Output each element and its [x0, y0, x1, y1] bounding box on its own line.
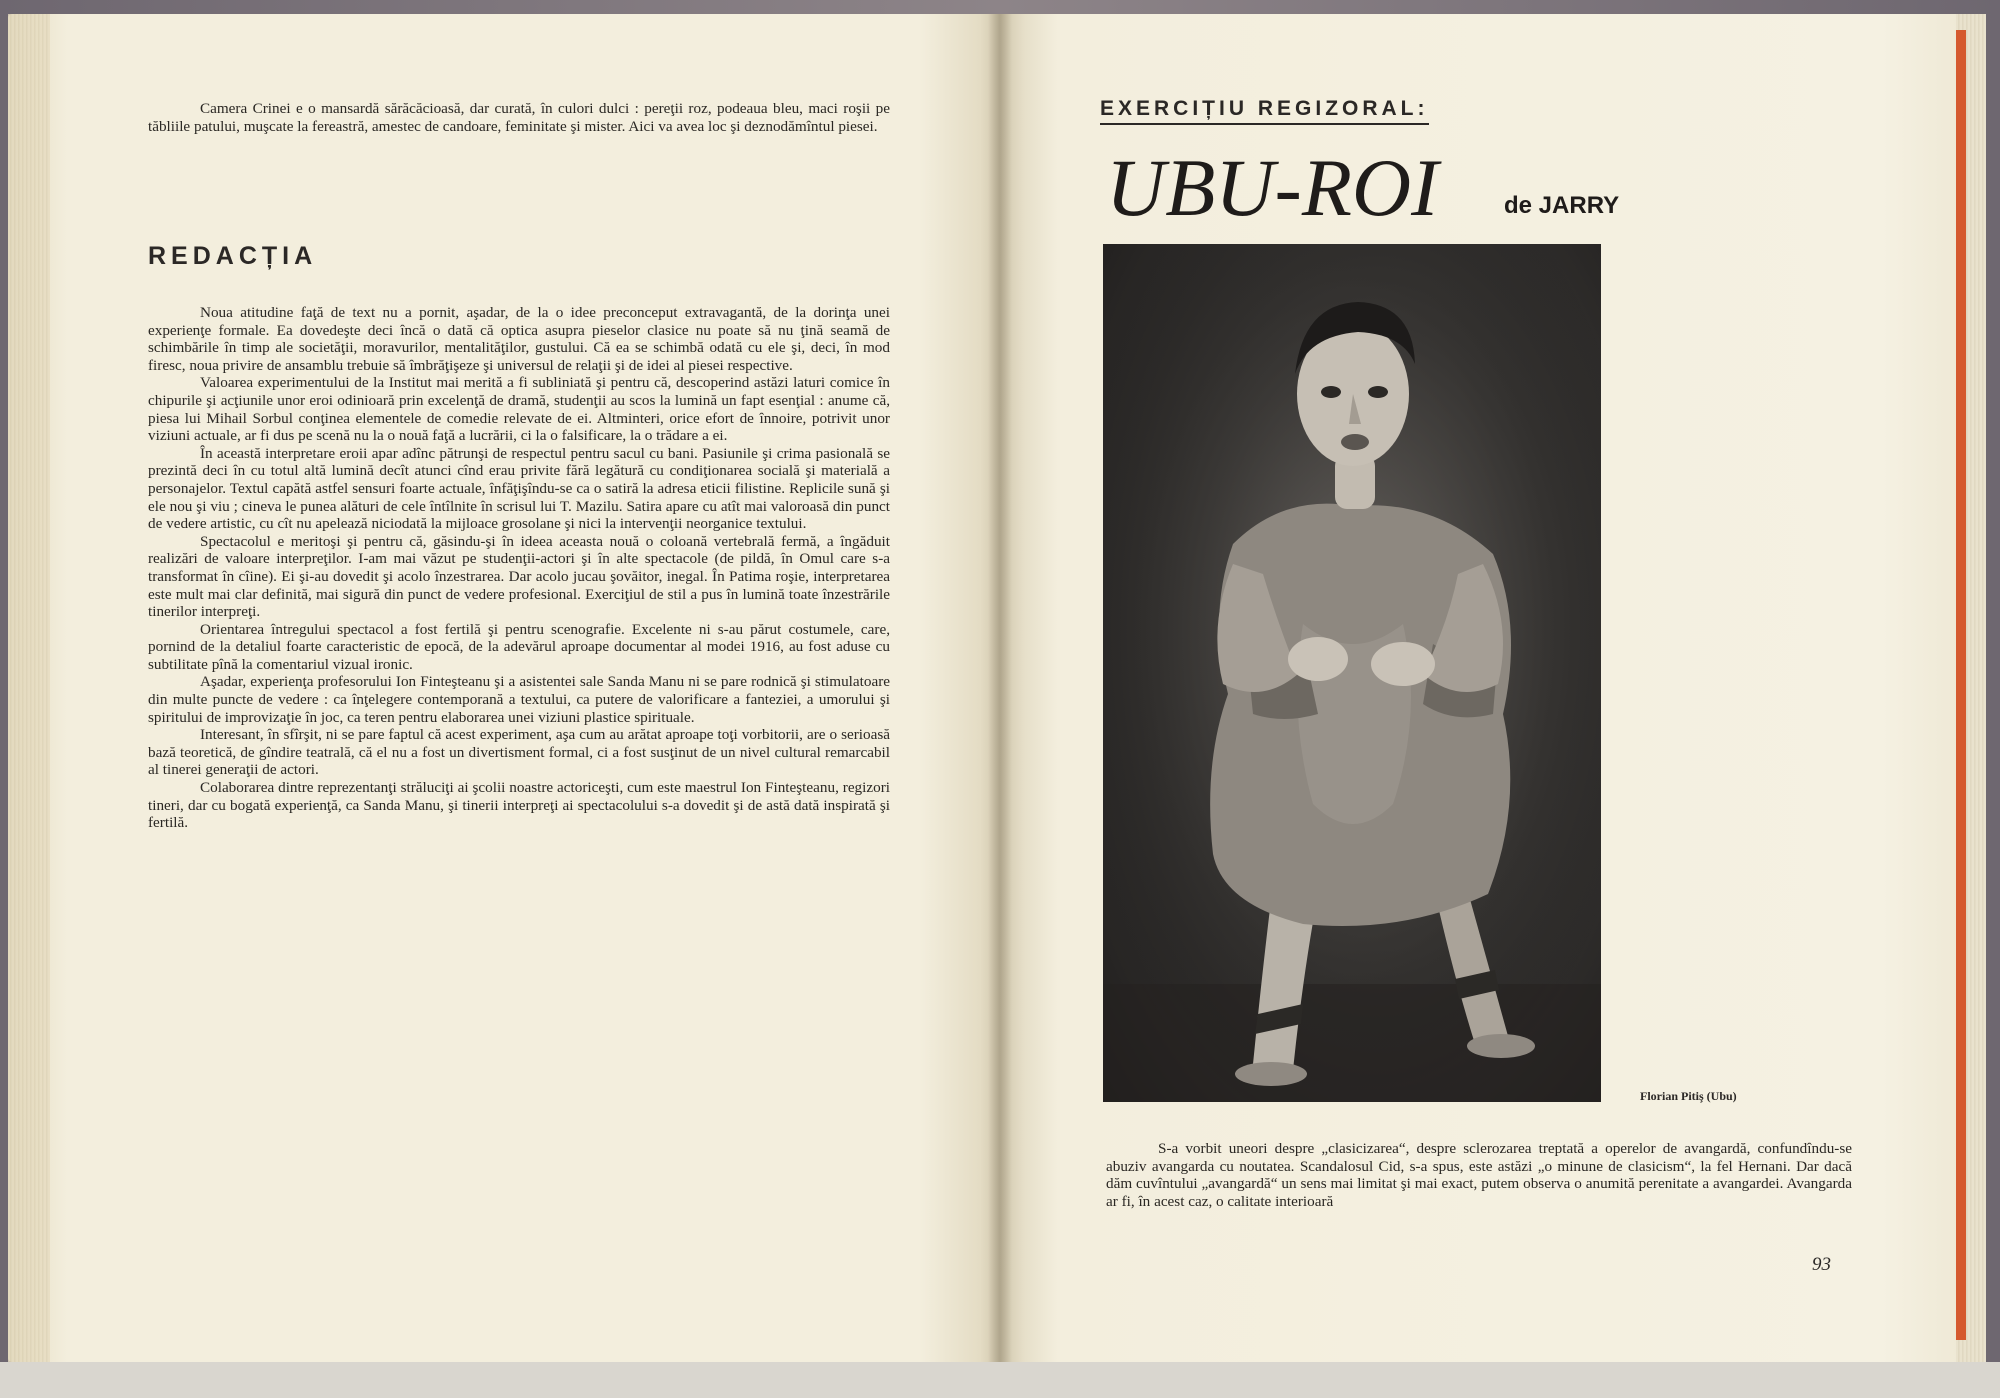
photo-caption: Florian Pitiş (Ubu) [1640, 1089, 1737, 1103]
body-paragraph: Noua atitudine faţă de text nu a pornit, aşadar, de la o idee preconceput extravagantă, de la dorinţa unei experienţe formale. Ea dovedeşte deci încă o dată că optica asupra pieselor clasice nu poate să nu ţină seamă de schimbările în timp ale societăţii, moravurilor, mentalităţilor, gustului. Că ea se schimbă odată cu ele şi, deci, în mod firesc, noua privire de ansamblu trebuie să îmbrăţişeze şi universul de relaţii şi de idei al piesei respective. [148, 304, 890, 374]
table-surface [0, 1362, 2000, 1398]
body-paragraph: Colaborarea dintre reprezentanţi străluciţi ai şcolii noastre actoriceşti, cum este maestrul Ion Finteşteanu, regizori tineri, dar cu bogată experienţă, ca Sanda Manu, şi tinerii interpreţi ai spectacolului s-a dovedit şi de astă dată inspirată şi fertilă. [148, 779, 890, 832]
left-body-text [148, 304, 890, 832]
page-number: 93 [1812, 1254, 1831, 1275]
intro-paragraph-text: Camera Crinei e o mansardă sărăcăcioasă, dar curată, în culori dulci : pereţii roz, podeaua bleu, maci roşii pe tăbliile patului, muşcate la fereastră, amestec de candoare, feminitate şi mister. Aici va avea loc şi deznodămîntul piesei. [148, 100, 890, 135]
book-gutter [988, 14, 1012, 1362]
actor-photo [1103, 244, 1601, 1102]
article-title: UBU-ROI [1106, 142, 1439, 233]
right-body-text [1106, 1140, 1852, 1210]
body-paragraph: Spectacolul e meritoşi şi pentru că, găsindu-şi în ideea aceasta nouă o coloană vertebrală fermă, a îngăduit realizări de valoare interpreţilor. I-am mai văzut pe studenţii-actori şi în alte spectacole (de pildă, în Omul care s-a transformat în cîine). Ei şi-au dovedit şi acolo înzestrarea. Dar acolo jucau şovăitor, inegal. În Patima roşie, interpretarea este mult mai clar definită, mai sigură din punct de vedere profesional. Exerciţiul de stil a pus în lumină toate înzestrările tinerilor interpreţi. [148, 532, 890, 621]
body-paragraph: S-a vorbit uneori despre „clasicizarea“, despre sclerozarea treptată a operelor de avangardă, confundîndu-se abuziv avangarda cu noutatea. Scandalosul Cid, s-a spus, este astăzi „o minune de clasicism“, la fel Hernani. Dar dacă dăm cuvîntului „avangardă“ un sens mai limitat şi mai exact, putem observa o anumită perenitate a avangardei. Avangarda ar fi, în acest caz, o calitate interioară [1106, 1140, 1852, 1210]
body-paragraph: În această interpretare eroii apar adînc pătrunşi de respectul pentru sacul cu bani. Pasiunile şi crima pasională se prezintă deci în cu totul altă lumină decît atunci cînd erau privite fără legătură cu condiţionarea socială şi materială a personajelor. Textul capătă astfel sensuri foarte actuale, înfăţişîndu-se ca o satiră la adresa eticii filistine. Replicile sună şi ele nou şi viu ; cineva le punea alături de cele întîlnite în scrisul lui T. Mazilu. Satira apare cu atît mai valoroasă din punct de vedere artistic, cu cît nu apelează niciodată la mijloace grosolane şi nici la intervenţii neorganice textului. [148, 444, 890, 533]
article-author: de JARRY [1504, 192, 1620, 219]
section-heading: REDACȚIA [148, 242, 318, 270]
body-paragraph: Aşadar, experienţa profesorului Ion Finteşteanu şi a asistentei sale Sanda Manu ni se pare rodnică şi stimulatoare din multe puncte de vedere : ca înţelegere contemporană a textului, ca putere de valorificare a fanteziei, a umorului şi spiritului de improvizaţie în joc, ca teren pentru elaborarea unei viziuni plastice spirituale. [148, 673, 890, 726]
spine-accent-stripe [1956, 30, 1966, 1340]
article-kicker: EXERCIȚIU REGIZORAL: [1100, 97, 1429, 125]
body-paragraph: Orientarea întregului spectacol a fost fertilă şi pentru scenografie. Excelente ni s-au părut costumele, care, pornind de la detaliul foarte caracteristic de epocă, de la adevărul aproape documentar al modei 1916, au fost aduse cu subtilitate pînă la comentariul vizual ironic. [148, 620, 890, 673]
intro-paragraph [148, 100, 890, 135]
actor-figure-illustration [1103, 244, 1601, 1102]
left-page-edges [8, 14, 50, 1362]
body-paragraph: Interesant, în sfîrşit, ni se pare faptul că acest experiment, aşa cum au arătat aproape toţi vorbitorii, are o serioasă bază teoretică, de gîndire teatrală, că el nu a fost un divertisment formal, ci a fost susţinut de un nivel cultural remarcabil al tinerei generaţii de actori. [148, 726, 890, 779]
body-paragraph: Valoarea experimentului de la Institut mai merită a fi subliniată şi pentru că, descoperind astăzi laturi comice în chipurile şi acţiunile unor eroi odinioară prin excelenţă de dramă, studenţii au scos la lumină un fapt esenţial : anume că, piesa lui Mihail Sorbul conţinea elementele de comedie relevate de ei. Altminteri, orice efort de înnoire, potrivit unor viziuni actuale, ar fi dus pe scenă nu la o nouă faţă a lucrării, ci la o falsificare, la o trădare a ei. [148, 374, 890, 445]
